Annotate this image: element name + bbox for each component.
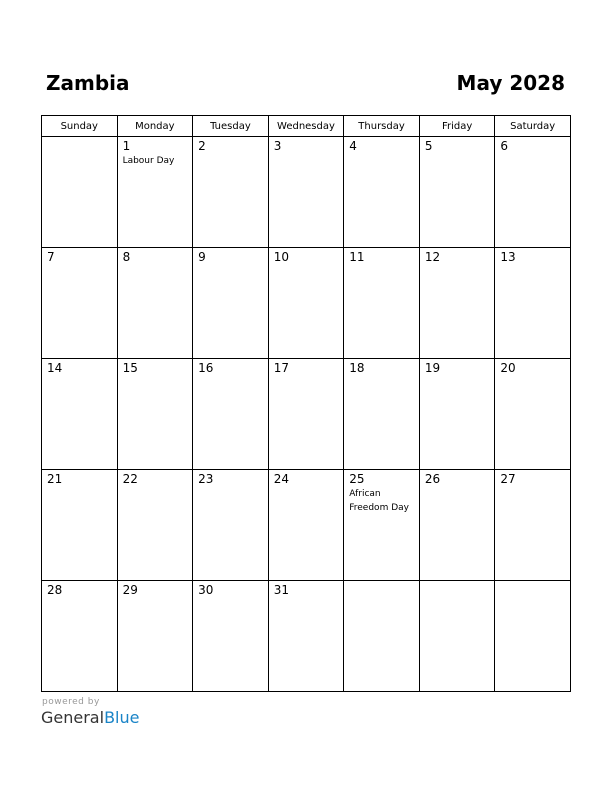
- day-cell: [117, 248, 193, 359]
- day-number: 2: [198, 139, 206, 153]
- day-cell: [193, 470, 269, 581]
- weekday-header-row: [42, 116, 571, 137]
- holiday-label: [118, 375, 193, 376]
- weekday-header: Monday: [117, 116, 193, 137]
- holiday-label: [344, 375, 419, 376]
- day-cell: [419, 248, 495, 359]
- day-number: 29: [122, 583, 138, 597]
- weekday-header: Thursday: [344, 116, 420, 137]
- holiday-label: [495, 264, 570, 265]
- holiday-label: [344, 264, 419, 265]
- holiday-label: [495, 486, 570, 487]
- holiday-label: [344, 153, 419, 154]
- weekday-header: Tuesday: [193, 116, 269, 137]
- day-cell: [117, 581, 193, 692]
- day-cell: [495, 470, 571, 581]
- day-number: 17: [273, 361, 289, 375]
- holiday-label: [42, 140, 117, 141]
- day-cell: [193, 581, 269, 692]
- holiday-label: [269, 375, 344, 376]
- day-number: 28: [47, 583, 63, 597]
- day-cell: [344, 248, 420, 359]
- day-number: 14: [47, 361, 63, 375]
- day-cell: [42, 248, 118, 359]
- holiday-label: [495, 375, 570, 376]
- day-cell: [42, 581, 118, 692]
- day-cell: [495, 137, 571, 248]
- day-number: 20: [500, 361, 516, 375]
- holiday-label: [420, 264, 495, 265]
- day-cell: [419, 137, 495, 248]
- holiday-label: [193, 597, 268, 598]
- day-number: 1: [122, 139, 131, 153]
- day-number: 13: [500, 250, 516, 264]
- weekday-header: Sunday: [42, 116, 118, 137]
- week-row: [42, 137, 571, 248]
- day-cell: [495, 359, 571, 470]
- holiday-label: [42, 486, 117, 487]
- day-number: 12: [424, 250, 441, 264]
- holiday-label: [118, 597, 193, 598]
- day-cell: [268, 581, 344, 692]
- generalblue-logo[interactable]: [41, 708, 139, 727]
- holiday-label: [269, 597, 344, 598]
- day-cell: [268, 137, 344, 248]
- week-row: [42, 359, 571, 470]
- day-cell: [193, 359, 269, 470]
- day-cell: [419, 359, 495, 470]
- day-cell: [42, 137, 118, 248]
- day-number: 24: [273, 472, 289, 486]
- day-number: 27: [500, 472, 516, 486]
- holiday-label: [420, 584, 495, 585]
- day-number: 5: [424, 139, 433, 153]
- week-row: [42, 248, 571, 359]
- day-cell: [268, 359, 344, 470]
- month-year-title: May 2028: [456, 71, 565, 95]
- country-title: Zambia: [46, 71, 130, 95]
- day-cell: [495, 581, 571, 692]
- calendar-grid: [41, 115, 571, 692]
- day-cell: [117, 359, 193, 470]
- holiday-label: [420, 486, 495, 487]
- holiday-label: [420, 153, 495, 154]
- holiday-label: [42, 375, 117, 376]
- day-number: 4: [349, 139, 357, 153]
- day-cell: [419, 581, 495, 692]
- weekday-header: Friday: [419, 116, 495, 137]
- week-row: [42, 581, 571, 692]
- holiday-label: African Freedom Day: [349, 489, 409, 513]
- day-cell: [42, 359, 118, 470]
- holiday-label: [269, 486, 344, 487]
- day-number: 23: [198, 472, 214, 486]
- holiday-label: [193, 375, 268, 376]
- day-number: 16: [198, 361, 214, 375]
- day-number: 15: [122, 361, 138, 375]
- week-row: [42, 470, 571, 581]
- day-number: 7: [47, 250, 55, 264]
- day-cell: [117, 137, 193, 248]
- day-cell: [117, 470, 193, 581]
- day-cell: [268, 470, 344, 581]
- holiday-label: [193, 153, 268, 154]
- day-number: 11: [349, 250, 365, 264]
- day-cell: [419, 470, 495, 581]
- holiday-label: [420, 375, 495, 376]
- holiday-label: [42, 264, 117, 265]
- day-number: 19: [424, 361, 441, 375]
- day-cell: [344, 470, 420, 581]
- day-cell: [193, 137, 269, 248]
- powered-by-text: powered by: [42, 697, 100, 707]
- holiday-label: [193, 264, 268, 265]
- holiday-label: [495, 584, 570, 585]
- weekday-header: Wednesday: [268, 116, 344, 137]
- day-number: 21: [47, 472, 63, 486]
- holiday-label: [269, 264, 344, 265]
- day-cell: [495, 248, 571, 359]
- day-number: 6: [500, 139, 509, 153]
- day-number: 18: [349, 361, 365, 375]
- day-number: 25: [349, 472, 365, 486]
- day-cell: [42, 470, 118, 581]
- day-cell: [268, 248, 344, 359]
- day-cell: [344, 359, 420, 470]
- day-cell: [193, 248, 269, 359]
- holiday-label: [118, 264, 193, 265]
- weekday-header: Saturday: [495, 116, 571, 137]
- day-number: 10: [273, 250, 289, 264]
- holiday-label: [42, 597, 117, 598]
- day-number: 30: [198, 583, 214, 597]
- day-number: 8: [122, 250, 131, 264]
- holiday-label: [193, 486, 268, 487]
- day-number: 26: [424, 472, 441, 486]
- day-number: 31: [273, 583, 289, 597]
- holiday-label: Labour Day: [122, 156, 175, 166]
- day-cell: [344, 137, 420, 248]
- brand-blue: Blue: [104, 708, 140, 727]
- holiday-label: [269, 153, 344, 154]
- day-number: 9: [198, 250, 206, 264]
- day-number: 3: [273, 139, 282, 153]
- brand-general: General: [41, 708, 105, 727]
- holiday-label: [118, 486, 193, 487]
- holiday-label: [495, 153, 570, 154]
- day-number: 22: [122, 472, 138, 486]
- day-cell: [344, 581, 420, 692]
- holiday-label: [344, 584, 419, 585]
